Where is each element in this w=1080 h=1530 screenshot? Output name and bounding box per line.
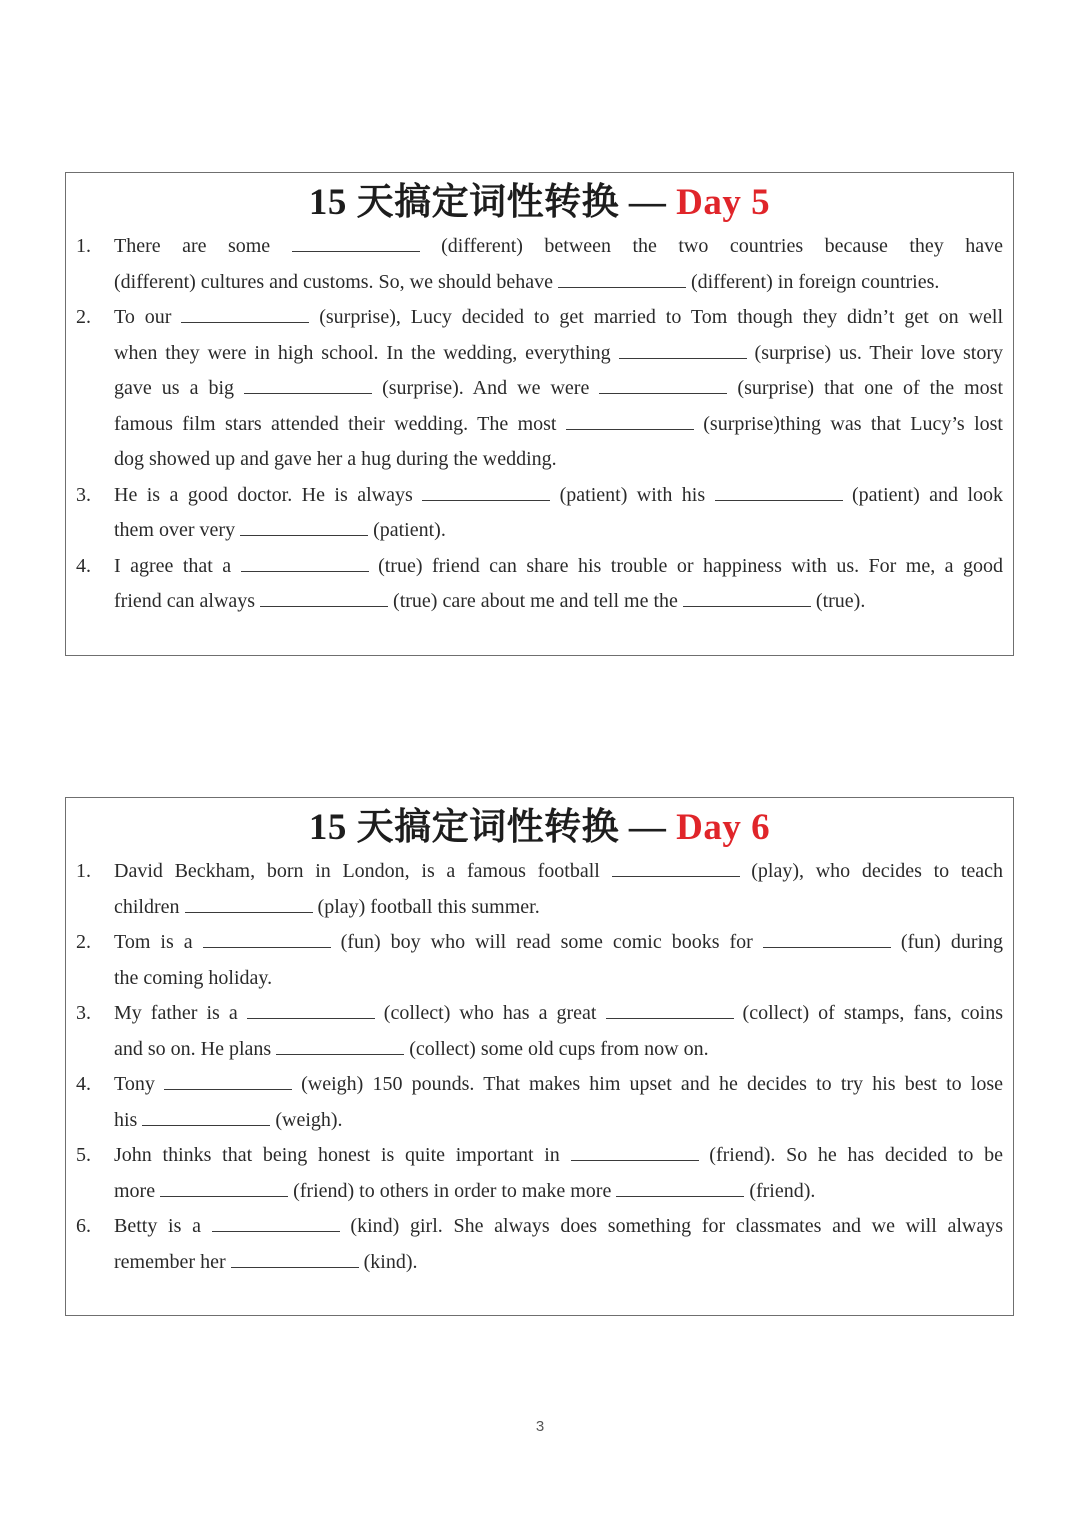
exercise-text: when they were in high school. In the wedding, everything xyxy=(114,341,611,364)
answer-blank[interactable] xyxy=(606,1000,734,1019)
exercise-text: (different) between the two countries because they have xyxy=(441,235,1004,257)
day6-title xyxy=(66,808,1013,848)
exercise-line xyxy=(114,1032,1003,1068)
answer-blank[interactable] xyxy=(241,553,369,572)
exercise-text: Tony xyxy=(114,1073,155,1095)
exercise-line xyxy=(114,1067,1003,1103)
exercise-text: (different) in foreign countries. xyxy=(690,270,940,293)
answer-blank[interactable] xyxy=(566,411,694,430)
exercise-text: (play), who decides to teach xyxy=(751,860,1004,882)
exercise-line xyxy=(114,1103,1003,1139)
exercise-text: (surprise). And we were xyxy=(382,377,590,399)
exercise-number: 1. xyxy=(76,235,91,257)
exercise-text: dog showed up and gave her a hug during the wedding. xyxy=(114,448,557,470)
exercise-text: gave us a big xyxy=(114,377,235,399)
exercise-text: (kind). xyxy=(363,1250,418,1273)
day6-title-main: 15 天搞定词性转换 — xyxy=(308,807,677,848)
exercise-line xyxy=(114,890,1003,926)
answer-blank[interactable] xyxy=(763,929,891,948)
day5-title-day: Day 5 xyxy=(676,182,771,223)
exercise-text: (patient). xyxy=(373,519,446,541)
exercise-text: (true) friend can share his trouble or happiness with us. For me, a good xyxy=(378,554,1003,577)
day5-title-main: 15 天搞定词性转换 — xyxy=(308,182,677,223)
exercise-number: 6. xyxy=(76,1215,91,1237)
exercise-text: (different) cultures and customs. So, we should behave xyxy=(114,270,553,293)
exercise-line xyxy=(114,478,1003,514)
exercise-text: I agree that a xyxy=(114,554,232,577)
day6-exercise-4 xyxy=(66,1067,1013,1138)
answer-blank[interactable] xyxy=(292,233,420,252)
exercise-line xyxy=(114,854,1003,890)
exercise-line xyxy=(114,513,1003,549)
exercise-number: 1. xyxy=(76,860,91,882)
exercise-text: (surprise)thing was that Lucy’s lost xyxy=(703,412,1003,435)
exercise-text: Betty is a xyxy=(114,1215,201,1237)
answer-blank[interactable] xyxy=(181,304,309,323)
exercise-number: 4. xyxy=(76,1073,91,1095)
exercise-text: the coming holiday. xyxy=(114,966,273,989)
answer-blank[interactable] xyxy=(247,1000,375,1019)
day6-exercise-2 xyxy=(66,925,1013,996)
exercise-number: 3. xyxy=(76,1002,91,1024)
exercise-number: 3. xyxy=(76,483,91,506)
answer-blank[interactable] xyxy=(715,482,843,501)
day6-exercise-list xyxy=(66,854,1013,1280)
exercise-number: 4. xyxy=(76,554,91,577)
answer-blank[interactable] xyxy=(231,1249,359,1268)
exercise-text: My father is a xyxy=(114,1002,238,1024)
answer-blank[interactable] xyxy=(142,1107,270,1126)
exercise-text: (patient) with his xyxy=(559,483,706,506)
day5-exercise-list xyxy=(66,229,1013,620)
answer-blank[interactable] xyxy=(160,1178,288,1197)
answer-blank[interactable] xyxy=(212,1213,340,1232)
exercise-text: (friend). xyxy=(749,1179,816,1202)
answer-blank[interactable] xyxy=(619,340,747,359)
exercise-text: his xyxy=(114,1108,138,1131)
exercise-number: 2. xyxy=(76,931,91,953)
exercise-line xyxy=(114,996,1003,1032)
exercise-text: (collect) who has a great xyxy=(383,1002,597,1024)
exercise-number: 2. xyxy=(76,306,91,328)
exercise-text: Tom is a xyxy=(114,931,193,953)
exercise-line xyxy=(114,1245,1003,1281)
exercise-line xyxy=(114,300,1003,336)
exercise-box-day6 xyxy=(65,797,1014,1316)
exercise-text: them over very xyxy=(114,519,236,541)
exercise-text: (friend). So he has decided to be xyxy=(709,1144,1004,1166)
answer-blank[interactable] xyxy=(683,588,811,607)
exercise-line xyxy=(114,229,1003,265)
answer-blank[interactable] xyxy=(260,588,388,607)
exercise-text: (true). xyxy=(815,590,866,612)
answer-blank[interactable] xyxy=(244,375,372,394)
exercise-text: (kind) girl. She always does something for classmates and we will always xyxy=(350,1215,1004,1237)
exercise-line xyxy=(114,1138,1003,1174)
exercise-text: and so on. He plans xyxy=(114,1037,272,1060)
exercise-line xyxy=(114,371,1003,407)
exercise-text: remember her xyxy=(114,1250,226,1273)
exercise-text: (play) football this summer. xyxy=(317,895,540,918)
answer-blank[interactable] xyxy=(616,1178,744,1197)
answer-blank[interactable] xyxy=(558,269,686,288)
exercise-text: (fun) boy who will read some comic books for xyxy=(340,931,753,953)
page-number: 3 xyxy=(535,1418,545,1435)
answer-blank[interactable] xyxy=(164,1071,292,1090)
exercise-text: (collect) of stamps, fans, coins xyxy=(742,1002,1004,1024)
day6-exercise-6 xyxy=(66,1209,1013,1280)
day5-exercise-4 xyxy=(66,549,1013,620)
exercise-line xyxy=(114,265,1003,301)
exercise-text: (surprise) us. Their love story xyxy=(754,341,1004,364)
day5-title xyxy=(66,183,1013,223)
exercise-text: (friend) to others in order to make more xyxy=(293,1179,612,1202)
day5-exercise-1 xyxy=(66,229,1013,300)
day6-exercise-5 xyxy=(66,1138,1013,1209)
exercise-text: (true) care about me and tell me the xyxy=(393,590,678,612)
answer-blank[interactable] xyxy=(185,894,313,913)
exercise-line xyxy=(114,1209,1003,1245)
day5-exercise-2 xyxy=(66,300,1013,478)
exercise-line xyxy=(114,584,1003,620)
exercise-text: He is a good doctor. He is always xyxy=(114,483,413,506)
exercise-line xyxy=(114,961,1003,997)
answer-blank[interactable] xyxy=(422,482,550,501)
exercise-text: There are some xyxy=(114,235,271,257)
exercise-text: children xyxy=(114,895,180,918)
exercise-text: more xyxy=(114,1179,156,1202)
exercise-number: 5. xyxy=(76,1144,91,1166)
exercise-text: (weigh) 150 pounds. That makes him upset and he decides to try his best to lose xyxy=(301,1073,1003,1095)
exercise-text: To our xyxy=(114,306,172,328)
exercise-line xyxy=(114,336,1003,372)
day6-title-day: Day 6 xyxy=(676,807,771,848)
exercise-line xyxy=(114,1174,1003,1210)
exercise-text: John thinks that being honest is quite important in xyxy=(114,1144,560,1166)
answer-blank[interactable] xyxy=(571,1142,699,1161)
exercise-line xyxy=(114,925,1003,961)
exercise-text: David Beckham, born in London, is a famous football xyxy=(114,860,600,882)
exercise-text: (collect) some old cups from now on. xyxy=(409,1037,709,1060)
exercise-box-day5 xyxy=(65,172,1014,656)
exercise-text: (fun) during xyxy=(900,931,1004,953)
answer-blank[interactable] xyxy=(612,858,740,877)
exercise-line xyxy=(114,407,1003,443)
exercise-text: (surprise) that one of the most xyxy=(737,377,1004,399)
answer-blank[interactable] xyxy=(203,929,331,948)
day5-exercise-3 xyxy=(66,478,1013,549)
answer-blank[interactable] xyxy=(276,1036,404,1055)
exercise-text: (weigh). xyxy=(275,1108,343,1131)
answer-blank[interactable] xyxy=(599,375,727,394)
exercise-line xyxy=(114,549,1003,585)
exercise-text: (surprise), Lucy decided to get married to Tom though they didn’t get on well xyxy=(319,306,1004,328)
exercise-line xyxy=(114,442,1003,478)
exercise-text: friend can always xyxy=(114,590,256,612)
answer-blank[interactable] xyxy=(240,517,368,536)
exercise-text: (patient) and look xyxy=(851,483,1004,506)
day6-exercise-3 xyxy=(66,996,1013,1067)
day6-exercise-1 xyxy=(66,854,1013,925)
exercise-text: famous film stars attended their wedding. The most xyxy=(114,412,557,435)
